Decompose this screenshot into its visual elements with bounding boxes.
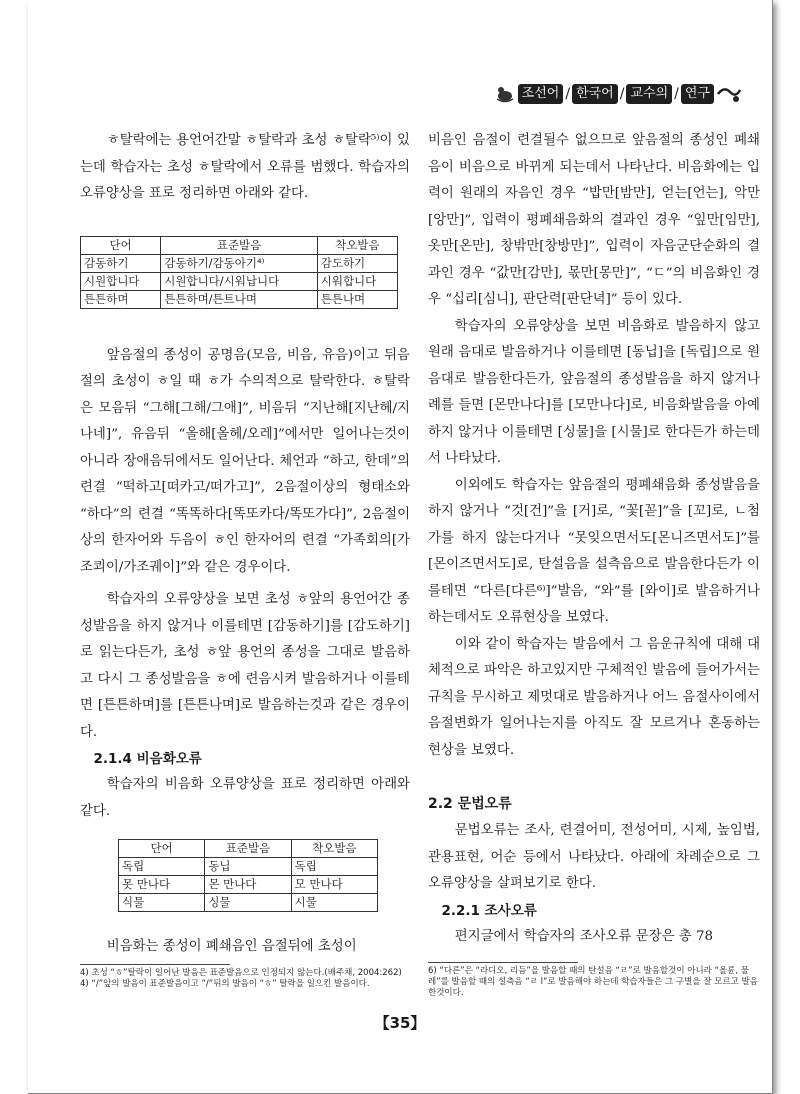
mascot-icon — [494, 85, 516, 103]
table-row — [119, 894, 378, 912]
footnotes-right — [428, 966, 760, 999]
table-cell: 동닙 — [205, 858, 291, 876]
paragraph: 학습자의 오류양상을 보면 비음화로 발음하지 않고 원래 음대로 발음하거나 이를테면 [동닙]을 [독립]으로 원음대로 발음한다든가, 앞음절의 종성발음을 하지 않거나 례를 들면 [몬만나다]를 [모만나다]로, 비음화발음을 아예 하지 않거나 이를테면 [싱물]을 [시물]로 한다든가 하는데서 나타났다. — [428, 318, 760, 466]
footnote: 6) “다른”은 “라디오, 리듬”을 발음할 때의 탄설음 “ㄹ”로 발음할것이 아니라 “올륜, 물레”를 발음할 때의 설측음 “ㄹ l”로 발음해야 하는데 학습자들은 그 구별을 잘 모르고 발음한것이다. — [428, 966, 758, 998]
swirl-ornament-icon — [716, 84, 742, 104]
left-column — [80, 128, 410, 961]
table-cell: 시원합니다 — [81, 272, 161, 290]
paragraph: 학습자의 오류양상을 보면 초성 ㅎ앞의 용언어간 종성발음을 하지 않거나 이를테면 [감동하기]를 [감도하기]로 읽는다든가, 초성 ㅎ앞 용언의 종성을 그대로 발음하고 다시 그 종성발음을 ㅎ에 련음시켜 발음하거나 이를테면 [튼튼하며]를 [튼튼나며]로 발음하는것과 같은 경우이다. — [80, 592, 410, 740]
table-row — [81, 290, 398, 308]
header-segment-4: 연구 — [681, 84, 714, 104]
paragraph: 이외에도 학습자는 앞음절의 평폐쇄음화 종성발음을 하지 않거나 “것[건]”을 [거]로, “꽃[꼳]”을 [꼬]로, ㄴ첨가를 하지 않는다거나 “못잊으면서도[몬니즈면서도]”를 [몬이즈면서도]로, 탄설음을 설측음으로 발음한다든가 이를테면 “다른[다른⁶⁾]”발음, “와”를 [와이]로 발음하거나 하는데서도 오류현상을 보였다. — [428, 477, 760, 625]
paragraph: ㅎ탈락에는 용언어간말 ㅎ탈락과 초성 ㅎ탈락⁵⁾이 있는데 학습자는 초성 ㅎ탈락에서 오류를 범했다. 학습자의 오류양상을 표로 정리하면 아래와 같다. — [80, 133, 410, 201]
table-header: 표준발음 — [161, 236, 317, 254]
table-cell: 모 만나다 — [291, 876, 377, 894]
table-cell: 튼튼하며/튼트나며 — [161, 290, 317, 308]
table-cell: 시워합니다 — [317, 272, 397, 290]
footnote: 4) “/”앞의 발음이 표준발음이고 “/”뒤의 발음이 “ㅎ” 탈락을 일으킨 발음이다. — [80, 979, 370, 989]
table-cell: 독립 — [291, 858, 377, 876]
table-header: 착오발음 — [291, 840, 377, 858]
header-segment-1: 조선어 — [518, 84, 564, 104]
table-row — [81, 272, 398, 290]
table-row — [119, 858, 378, 876]
section-heading-2-2: 2.2 문법오류 — [428, 796, 512, 812]
section-heading-2-1-4: 2.1.4 비음화오류 — [93, 751, 202, 767]
table-cell: 감동하기 — [81, 254, 161, 272]
page — [28, 0, 773, 1094]
table-row — [119, 876, 378, 894]
running-header — [494, 82, 742, 106]
paragraph: 이와 같이 학습자는 발음에서 그 음운규칙에 대해 대체적으로 파악은 하고있지만 구체적인 발음에 들어가서는 규칙을 무시하고 제멋대로 발음하거나 어느 음절사이에서 음절변화가 일어나는지를 아직도 잘 모르거나 혼동하는 현상을 보였다. — [428, 636, 760, 758]
paragraph: 앞음절의 종성이 공명음(모음, 비음, 유음)이고 뒤음절의 초성이 ㅎ일 때 ㅎ가 수의적으로 탈락한다. ㅎ탈락은 모음뒤 “그해[그해/그애]”, 비음뒤 “지난해[지난헤/지나네]”, 유음뒤 “올해[올헤/오레]”에서만 일어나는것이 아니라 장애음뒤에서도 일어난다. 체언과 “하고, 한데”의 련결 “떡하고[떠카고/떠가고]”, 2음절이상의 형태소와 “하다”의 련결 “똑똑하다[똑또카다/똑또가다]”, 2음절이상의 한자어와 두음이 ㅎ인 한자어의 련결 “가족회의[가조쾨이/가조궤이]”와 같은 경우이다. — [80, 347, 410, 575]
table-cell: 싱물 — [205, 894, 291, 912]
footnote-rule — [428, 962, 578, 963]
table-cell: 감동하기/감동아기⁴⁾ — [161, 254, 317, 272]
section-heading-2-2-1: 2.2.1 조사오류 — [441, 902, 537, 919]
h-deletion-error-table — [80, 236, 398, 309]
table-header: 표준발음 — [205, 840, 291, 858]
table-cell: 시원합니다/시워납니다 — [161, 272, 317, 290]
header-separator: / — [565, 86, 571, 102]
paragraph: 문법오류는 조사, 련결어미, 전성어미, 시제, 높임법, 관용표현, 어순 등에서 나타났다. 아래에 차례순으로 그 오류양상을 살펴보기로 한다. — [428, 823, 760, 891]
table-cell: 감도하기 — [317, 254, 397, 272]
table-cell: 식물 — [119, 894, 205, 912]
right-column — [428, 128, 760, 950]
footnotes-left — [80, 968, 410, 990]
header-separator: / — [674, 86, 679, 102]
table-row — [81, 254, 398, 272]
paragraph: 비음인 음절이 련결될수 없으므로 앞음절의 종성인 폐쇄음이 비음으로 바뀌게 되는데서 나타난다. 비음화에는 입력이 원래의 자음인 경우 “밥만[밤만], 얻는[언는], 악만[앙만]”, 입력이 평폐쇄음화의 결과인 경우 “잎만[임만], 옷만[온만], 창밖만[창방만]”, 입력이 자음군단순화의 결과인 경우 “값만[감만], 몫만[몽만]”, “ㄷ”의 비음화인 경우 “십리[심니], 판단력[판단녁]” 등이 있다. — [428, 133, 760, 307]
table-cell: 시물 — [291, 894, 377, 912]
header-separator: / — [619, 86, 625, 102]
table-cell: 못 만나다 — [119, 876, 205, 894]
header-segment-2: 한국어 — [572, 84, 618, 104]
table-header: 단어 — [119, 840, 205, 858]
footnote-rule — [80, 964, 230, 965]
table-cell: 몬 만나다 — [205, 876, 291, 894]
table-header: 착오발음 — [317, 236, 397, 254]
table-cell: 튼튼나며 — [317, 290, 397, 308]
nasalization-error-table — [118, 839, 378, 912]
page-number: 【35】 — [374, 1014, 426, 1032]
paragraph: 비음화는 종성이 폐쇄음인 음절뒤에 초성이 — [106, 939, 357, 954]
paragraph: 학습자의 비음화 오류양상을 표로 정리하면 아래와 같다. — [80, 777, 410, 819]
table-cell: 튼튼하며 — [81, 290, 161, 308]
table-cell: 독립 — [119, 858, 205, 876]
footnote: 4) 초성 “ㅎ”탈락이 일어난 발음은 표준발음으로 인정되지 않는다.(배주채, 2004:262) — [80, 968, 402, 978]
table-header: 단어 — [81, 236, 161, 254]
paragraph: 편지글에서 학습자의 조사오류 문장은 총 78 — [454, 928, 714, 944]
header-segment-3: 교수의 — [626, 84, 672, 104]
